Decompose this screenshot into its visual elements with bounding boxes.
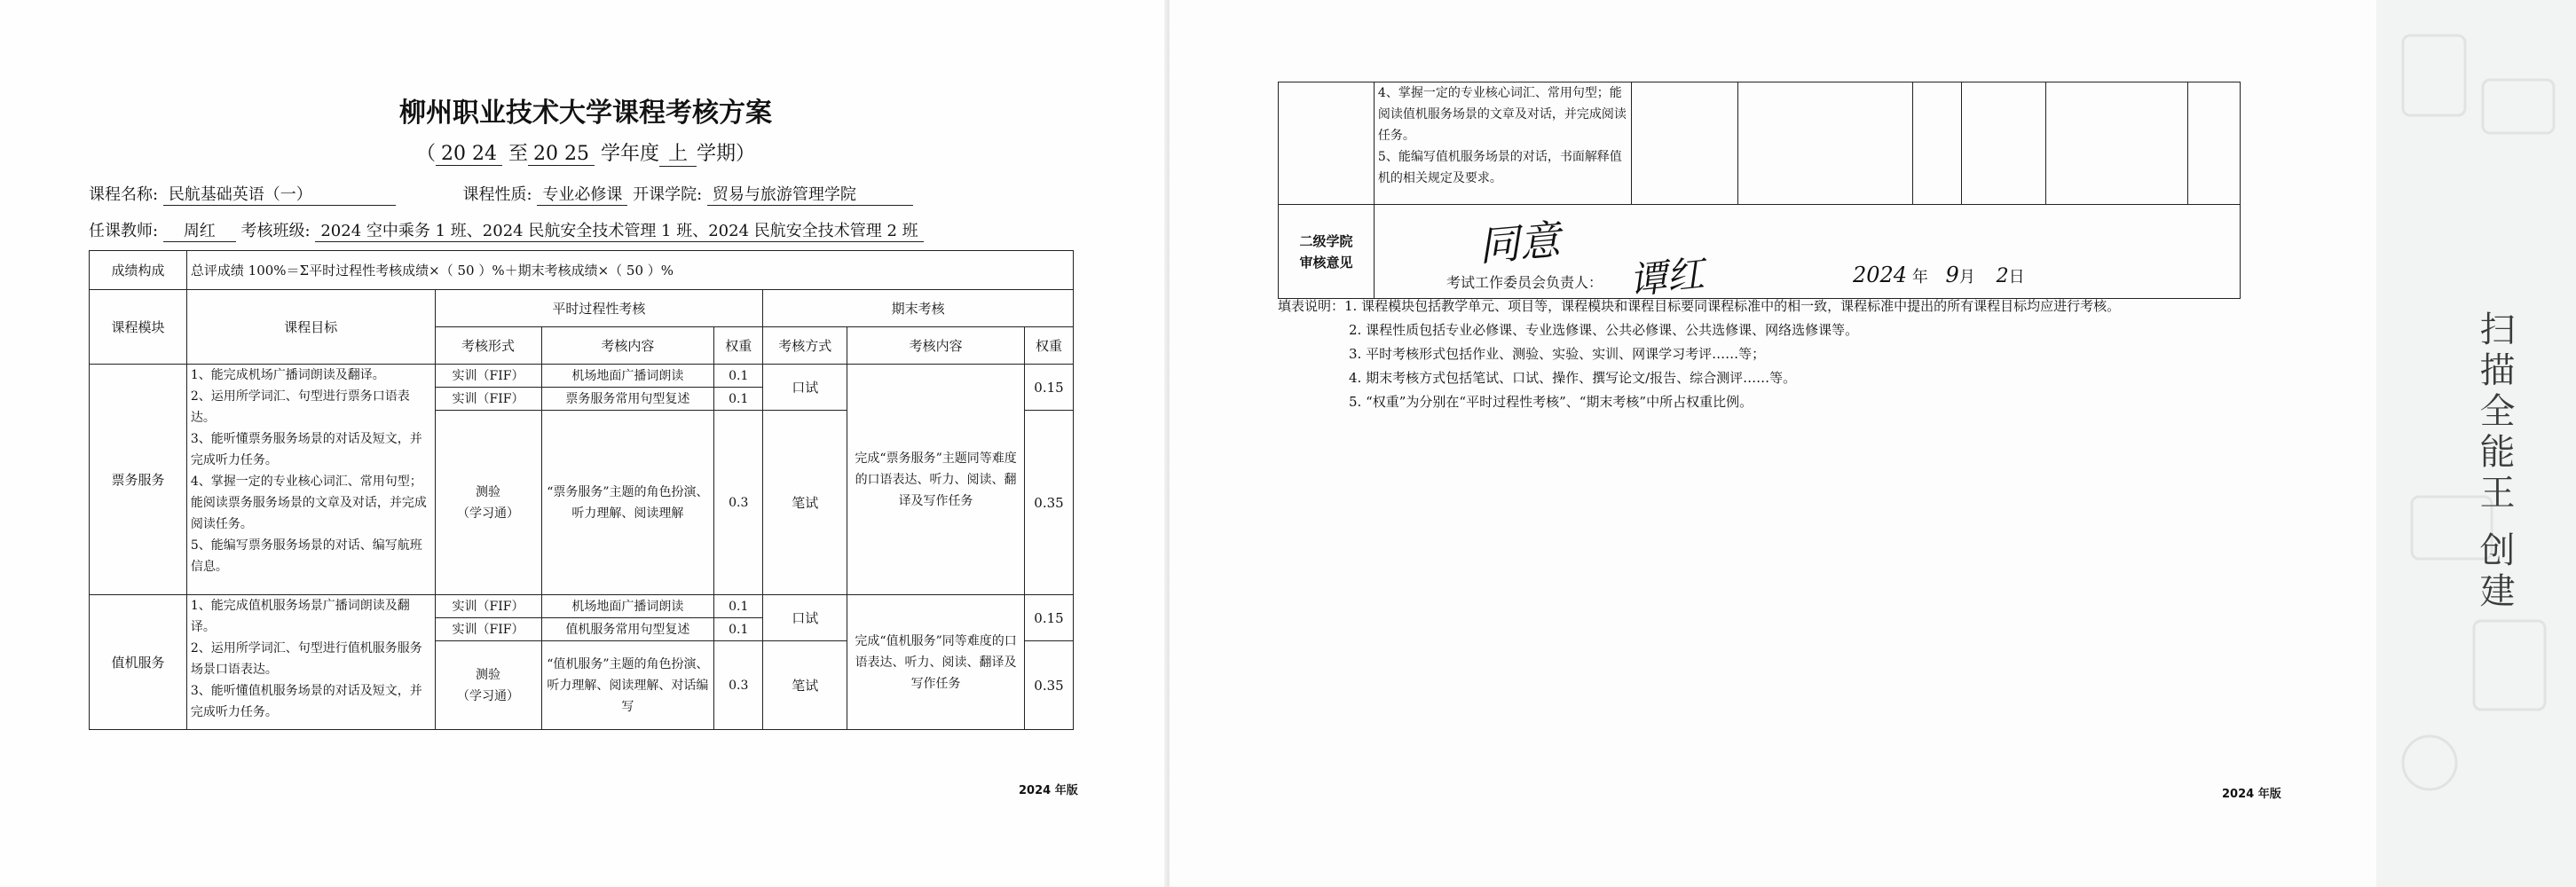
m2-weight-2: 0.1 bbox=[714, 618, 763, 641]
blank-cell-5 bbox=[2046, 82, 2188, 205]
m1-content-3: “票务服务”主题的角色扮演、听力理解、阅读理解 bbox=[541, 411, 714, 595]
header-final: 期末考核 bbox=[763, 290, 1074, 327]
right-page bbox=[1170, 0, 2376, 887]
teacher-row: 任课教师: 周红 考核班级: 2024 空中乘务 1 班、2024 民航安全技术管理 1 班、2024 民航安全技术管理 2 班 bbox=[89, 218, 924, 242]
m2-content-3: “值机服务”主题的角色扮演、听力理解、阅读理解、对话编写 bbox=[541, 641, 714, 730]
header-final-weight: 权重 bbox=[1024, 327, 1073, 365]
m2-final-weight-written: 0.35 bbox=[1024, 641, 1073, 730]
m2-content-2: 值机服务常用句型复述 bbox=[541, 618, 714, 641]
m2-final-method-oral: 口试 bbox=[763, 595, 847, 641]
composition-label: 成绩构成 bbox=[90, 251, 187, 290]
m2-final-method-written: 笔试 bbox=[763, 641, 847, 730]
fill-instructions: 填表说明：1. 课程模块包括教学单元、项目等，课程模块和课程目标要同课程标准中的相一致，课程标准中提出的所有课程目标均应进行考核。 2. 课程性质包括专业必修课、专业选修课、公共必修课、公共选修课、网络选修课等。 3. 平时考核形式包括作业、测验、实验、实训、网课学习考评……等； 4. 期末考核方式包括笔试、口试、操作、撰写论文/报告、综合测评……等。 5. “权重”为分别在“平时过程性考核”、“期末考核”中所占权重比例。 bbox=[1278, 298, 2121, 410]
header-weight: 权重 bbox=[714, 327, 763, 365]
m1-content-2: 票务服务常用句型复述 bbox=[541, 388, 714, 411]
committee-label: 考试工作委员会负责人： bbox=[1446, 274, 1603, 291]
header-final-content: 考核内容 bbox=[847, 327, 1025, 365]
m2-final-weight-oral: 0.15 bbox=[1024, 595, 1073, 641]
blank-cell-3 bbox=[1913, 82, 1962, 205]
module-checkin: 值机服务 bbox=[90, 595, 187, 730]
document-title: 柳州职业技术大学课程考核方案 bbox=[399, 98, 772, 129]
m1-form-2: 实训（FIF） bbox=[435, 388, 541, 411]
version-label: 2024 年版 bbox=[1019, 784, 1078, 797]
scanner-watermark-strip bbox=[2376, 0, 2576, 887]
continued-goals: 4、掌握一定的专业核心词汇、常用句型；能阅读值机服务场景的文章及对话，并完成阅读任务。 5、能编写值机服务场景的对话，书面解释值机的相关规定及要求。 bbox=[1374, 82, 1631, 205]
module-ticketing: 票务服务 bbox=[90, 365, 187, 595]
continued-module-cell bbox=[1279, 82, 1375, 205]
m1-final-method-oral: 口试 bbox=[763, 365, 847, 411]
sign-date: 2024 年 9月 2日 bbox=[1853, 263, 2025, 287]
classes: 2024 空中乘务 1 班、2024 民航安全技术管理 1 班、2024 民航安全技术管理 2 班 bbox=[315, 218, 923, 242]
m1-weight-3: 0.3 bbox=[714, 411, 763, 595]
m1-form-3: 测验 （学习通） bbox=[435, 411, 541, 595]
blank-cell-6 bbox=[2188, 82, 2241, 205]
scanner-watermark: 扫描全能王 创建 bbox=[2474, 310, 2515, 613]
blank-cell-2 bbox=[1737, 82, 1913, 205]
course-info-row: 课程名称: 民航基础英语（一） 课程性质: 专业必修课 开课学院: 贸易与旅游管理学院 bbox=[89, 182, 913, 206]
m2-form-2: 实训（FIF） bbox=[435, 618, 541, 641]
m2-content-1: 机场地面广播词朗读 bbox=[541, 595, 714, 618]
course-type: 专业必修课 bbox=[537, 182, 627, 206]
m1-content-1: 机场地面广播词朗读 bbox=[541, 365, 714, 388]
left-page bbox=[0, 0, 1170, 887]
course-name: 民航基础英语（一） bbox=[163, 182, 396, 206]
blank-cell-4 bbox=[1962, 82, 2046, 205]
committee-signature: 谭红 bbox=[1627, 251, 1706, 303]
m1-final-weight-oral: 0.15 bbox=[1024, 365, 1073, 411]
header-process: 平时过程性考核 bbox=[435, 290, 763, 327]
header-form: 考核形式 bbox=[435, 327, 541, 365]
m2-form-1: 实训（FIF） bbox=[435, 595, 541, 618]
continued-table bbox=[1278, 82, 2241, 299]
m1-weight-2: 0.1 bbox=[714, 388, 763, 411]
module2-goals: 1、能完成值机服务场景广播词朗读及翻译。 2、运用所学词汇、句型进行值机服务服务场景口语表达。 3、能听懂值机服务场景的对话及短文，并完成听力任务。 bbox=[186, 595, 435, 730]
header-module: 课程模块 bbox=[90, 290, 187, 365]
assessment-table bbox=[89, 250, 1074, 730]
m2-final-content: 完成“值机服务”同等难度的口语表达、听力、阅读、翻译及写作任务 bbox=[847, 595, 1025, 730]
m1-weight-1: 0.1 bbox=[714, 365, 763, 388]
year-from: 20 24 bbox=[436, 143, 502, 166]
blank-cell-1 bbox=[1631, 82, 1737, 205]
college: 贸易与旅游管理学院 bbox=[707, 182, 913, 206]
header-goal: 课程目标 bbox=[186, 290, 435, 365]
version-label-right: 2024 年版 bbox=[2222, 788, 2281, 801]
academic-year-line: （ 20 24 至 20 25 学年度 上 学期） bbox=[266, 138, 905, 167]
review-label: 二级学院 审核意见 bbox=[1279, 205, 1375, 299]
teacher-name: 周红 bbox=[163, 218, 236, 242]
header-content: 考核内容 bbox=[541, 327, 714, 365]
m1-form-1: 实训（FIF） bbox=[435, 365, 541, 388]
term: 上 bbox=[659, 138, 697, 167]
year-to: 20 25 bbox=[528, 143, 595, 166]
composition-formula: 总评成绩 100%＝Σ平时过程性考核成绩×（ 50 ）%＋期末考核成绩×（ 50 ）% bbox=[186, 251, 1073, 290]
m1-final-weight-written: 0.35 bbox=[1024, 411, 1073, 595]
m2-weight-1: 0.1 bbox=[714, 595, 763, 618]
m2-form-3: 测验 （学习通） bbox=[435, 641, 541, 730]
m2-weight-3: 0.3 bbox=[714, 641, 763, 730]
m1-final-content: 完成“票务服务”主题同等难度的口语表达、听力、阅读、翻译及写作任务 bbox=[847, 365, 1025, 595]
header-method: 考核方式 bbox=[763, 327, 847, 365]
module1-goals: 1、能完成机场广播词朗读及翻译。 2、运用所学词汇、句型进行票务口语表达。 3、能听懂票务服务场景的对话及短文，并完成听力任务。 4、掌握一定的专业核心词汇、常用句型；能阅读票务服务场景的文章及对话，并完成阅读任务。 5、能编写票务服务场景的对话、编写航班信息。 bbox=[186, 365, 435, 595]
review-handwriting: 同意 bbox=[1477, 216, 1563, 271]
m1-final-method-written: 笔试 bbox=[763, 411, 847, 595]
